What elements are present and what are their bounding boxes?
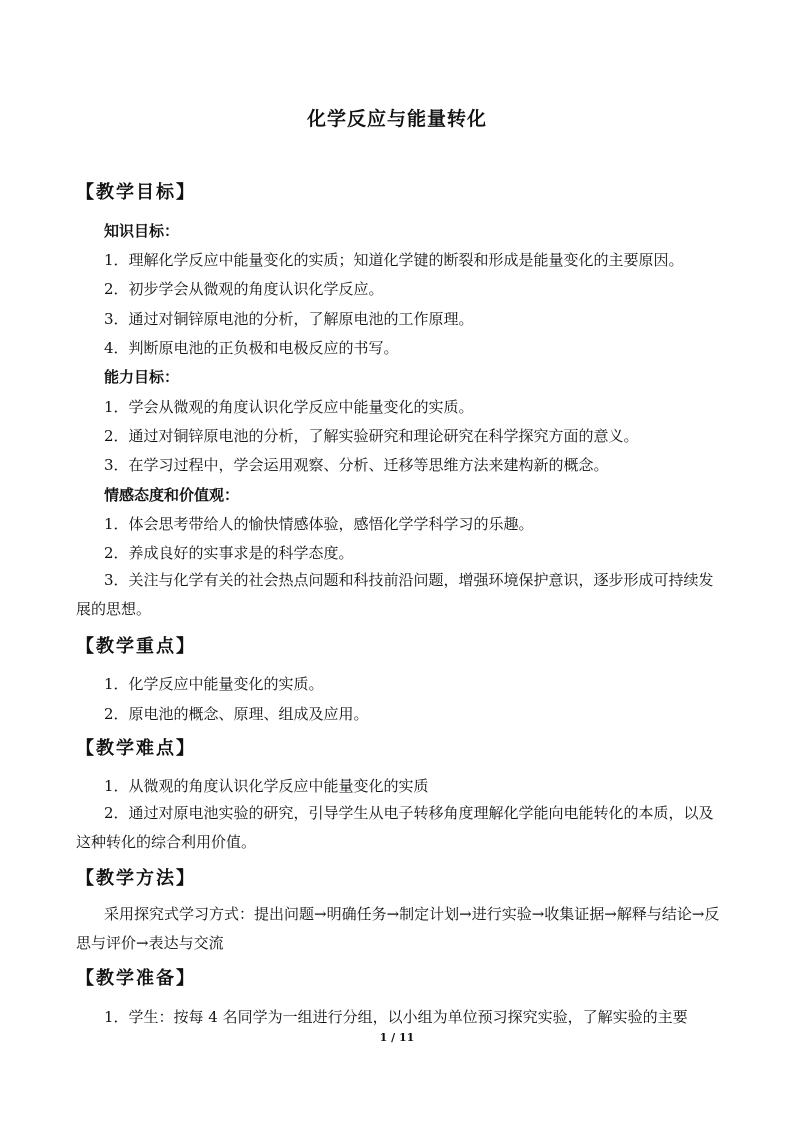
attitude-goal-item: 3．关注与化学有关的社会热点问题和科技前沿问题，增强环境保护意识，逐步形成可持续发展的思想。 xyxy=(76,571,714,618)
section-heading-method: 【教学方法】 xyxy=(76,868,196,889)
section-heading-difficult-points: 【教学难点】 xyxy=(76,738,196,759)
section-heading-preparation: 【教学准备】 xyxy=(76,968,196,989)
difficult-point-item: 2．通过对原电池实验的研究，引导学生从电子转移角度理解化学能向电能转化的本质，以及这种转化的综合利用价值。 xyxy=(76,804,714,851)
attitude-goal-item: 1．体会思考带给人的愉快情感体验，感悟化学学科学习的乐趣。 xyxy=(104,515,534,533)
key-point-item: 2．原电池的概念、原理、组成及应用。 xyxy=(104,705,369,723)
section-heading-key-points: 【教学重点】 xyxy=(76,636,196,657)
ability-goal-item: 1．学会从微观的角度认识化学反应中能量变化的实质。 xyxy=(104,398,474,416)
ability-goals-heading: 能力目标： xyxy=(104,368,180,386)
knowledge-goal-item: 1．理解化学反应中能量变化的实质；知道化学键的断裂和形成是能量变化的主要原因。 xyxy=(104,251,684,269)
knowledge-goals-heading: 知识目标： xyxy=(104,222,180,240)
ability-goal-item: 3．在学习过程中，学会运用观察、分析、迁移等思维方法来建构新的概念。 xyxy=(104,456,609,474)
page-number: 1 / 11 xyxy=(379,1031,415,1044)
preparation-item: 1．学生：按每 4 名同学为一组进行分组，以小组为单位预习探究实验，了解实验的主要 xyxy=(104,1008,688,1026)
attitude-goal-item: 2．养成良好的实事求是的科学态度。 xyxy=(104,544,354,562)
difficult-point-item: 1．从微观的角度认识化学反应中能量变化的实质 xyxy=(104,777,429,795)
method-text: 采用探究式学习方式：提出问题→明确任务→制定计划→进行实验→收集证据→解释与结论→反思与评价→表达与交流 xyxy=(76,905,720,952)
section-heading-goals: 【教学目标】 xyxy=(76,182,196,203)
knowledge-goal-item: 4．判断原电池的正负极和电极反应的书写。 xyxy=(104,339,399,357)
ability-goal-item: 2．通过对铜锌原电池的分析，了解实验研究和理论研究在科学探究方面的意义。 xyxy=(104,427,639,445)
key-point-item: 1．化学反应中能量变化的实质。 xyxy=(104,675,324,693)
attitude-goals-heading: 情感态度和价值观： xyxy=(104,486,240,504)
page-title: 化学反应与能量转化 xyxy=(306,108,487,130)
knowledge-goal-item: 2．初步学会从微观的角度认识化学反应。 xyxy=(104,280,384,298)
knowledge-goal-item: 3．通过对铜锌原电池的分析，了解原电池的工作原理。 xyxy=(104,310,474,328)
